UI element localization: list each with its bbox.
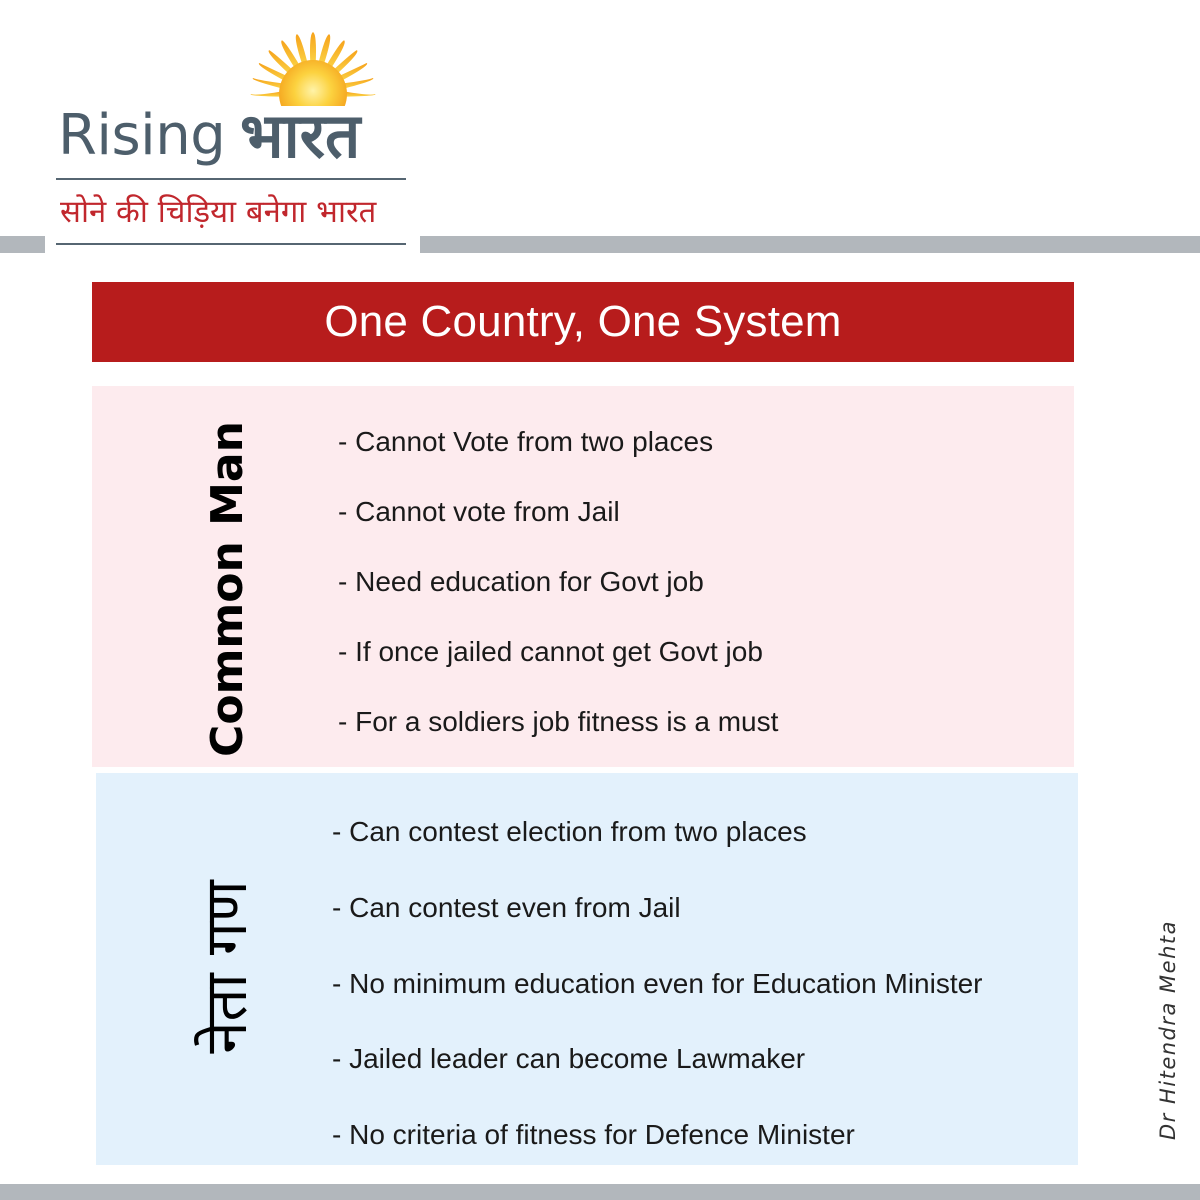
neta-gan-point: - Can contest election from two places — [332, 816, 807, 847]
brand-tagline: सोने की चिड़िया बनेगा भारत — [60, 194, 377, 230]
neta-gan-label: नेता गण — [192, 880, 260, 1054]
header-band-left — [0, 236, 45, 253]
common-man-point: - Need education for Govt job — [338, 566, 704, 597]
logo-divider-top — [56, 178, 406, 180]
author-signature: Dr Hitendra Mehta — [1156, 919, 1180, 1141]
neta-gan-point: - Jailed leader can become Lawmaker — [332, 1043, 806, 1074]
neta-gan-point: - Can contest even from Jail — [332, 892, 681, 923]
footer-band — [0, 1184, 1200, 1200]
neta-gan-point: - No minimum education even for Education Minister — [332, 968, 983, 999]
common-man-point: - Cannot vote from Jail — [338, 496, 620, 527]
sun-ray — [251, 91, 284, 96]
sun-ray — [310, 32, 316, 64]
neta-gan-point: - No criteria of fitness for Defence Minister — [332, 1119, 855, 1150]
common-man-point: - If once jailed cannot get Govt job — [338, 636, 763, 667]
common-man-point: - For a soldiers job fitness is a must — [338, 706, 779, 737]
brand-word-rising: Rising — [58, 103, 226, 168]
common-man-label: Common Man — [202, 421, 253, 757]
logo-divider-bottom — [56, 243, 406, 245]
sun-ray — [343, 91, 376, 96]
brand-word-bharat: भारत — [240, 99, 361, 172]
page-title: One Country, One System — [92, 282, 1074, 362]
header-band-right — [420, 236, 1200, 253]
common-man-point: - Cannot Vote from two places — [338, 426, 714, 457]
